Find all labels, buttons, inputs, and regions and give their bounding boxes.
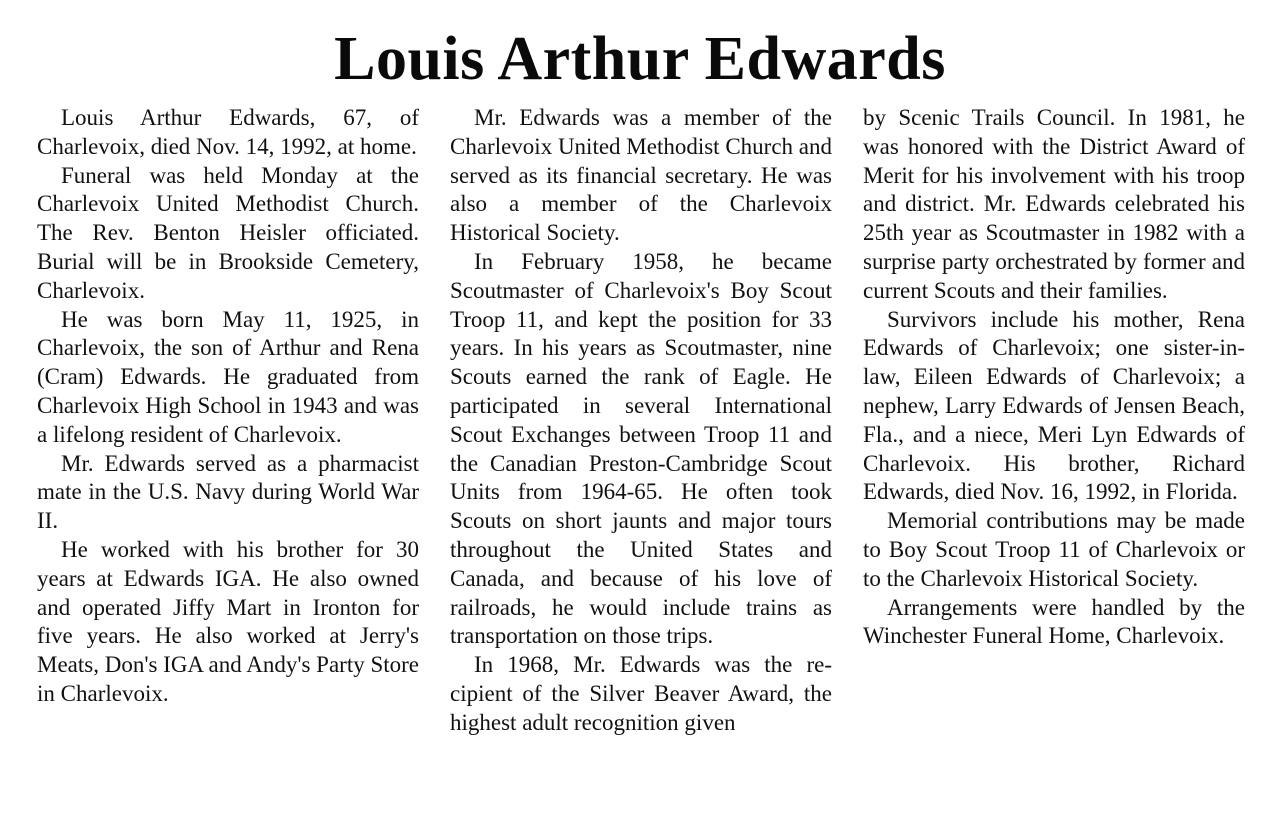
paragraph: Funeral was held Monday at the Charlevoix United Methodist Church. The Rev. Benton Heisler officiated. Burial will be in Brookside Cemetery, Charlevoix. xyxy=(37,162,419,303)
paragraph: Survivors include his mother, Rena Edwards of Charlevoix; one sister-in-law, Eileen Edwards of Charlevoix; a nephew, Larry Edwards of Jensen Beach, Fla., and a niece, Meri Lyn Edwards of Charlevoix. His brother, Richard Edwards, died Nov. 16, 1992, in Florida. xyxy=(863,306,1245,505)
column-3 xyxy=(863,104,1245,738)
paragraph: In 1968, Mr. Edwards was the recipient of the Silver Beaver Award, the highest adult recognition given xyxy=(450,652,832,735)
paragraph: Arrangements were handled by the Winchester Funeral Home, Charlevoix. xyxy=(863,594,1245,649)
paragraph: Mr. Edwards served as a pharmacist mate in the U.S. Navy during World War II. xyxy=(37,450,419,534)
paragraph: In February 1958, he became Scoutmaster of Charlevoix's Boy Scout Troop 11, and kept the position for 33 years. In his years as Scoutmaster, nine Scouts earned the rank of Eagle. He participated in several International Scout Exchanges between Troop 11 and the Canadian Preston-Cambridge Scout Units from 1964-65. He often took Scouts on short jaunts and major tours throughout the United States and Canada, and because of his love of railroads, he would include trains as transportation on those trips. xyxy=(450,248,832,649)
column-2 xyxy=(450,104,832,738)
paragraph: Louis Arthur Edwards, 67, of Charlevoix, died Nov. 14, 1992, at home. xyxy=(37,105,419,159)
article-body xyxy=(37,104,1245,738)
column-1 xyxy=(37,104,419,738)
paragraph: He worked with his brother for 30 years at Edwards IGA. He also owned and operated Jiffy Mart in Ironton for five years. He also worked at Jerry's Meats, Don's IGA and Andy's Party Store in Charlevoix. xyxy=(37,536,420,706)
paragraph: He was born May 11, 1925, in Charlevoix, the son of Arthur and Rena (Cram) Edwards. He graduated from Charlevoix High School in 1943 and was a lifelong resident of Charlevoix. xyxy=(37,306,419,447)
obituary-headline: Louis Arthur Edwards xyxy=(334,25,946,93)
paragraph-continued: by Scenic Trails Council. In 1981, he was honored with the District Award of Merit for his involvement with his troop and district. Mr. Edwards celebrated his 25th year as Scoutmaster in 1982 with a surprise party orchestrated by former and current Scouts and their families. xyxy=(863,105,1245,303)
paragraph: Mr. Edwards was a member of the Charlevoix United Methodist Church and served as its financial secretary. He was also a member of the Charlevoix Historical Society. xyxy=(450,105,832,246)
paragraph: Memorial contributions may be made to Boy Scout Troop 11 of Charlevoix or to the Charlevoix Historical Society. xyxy=(863,508,1245,591)
